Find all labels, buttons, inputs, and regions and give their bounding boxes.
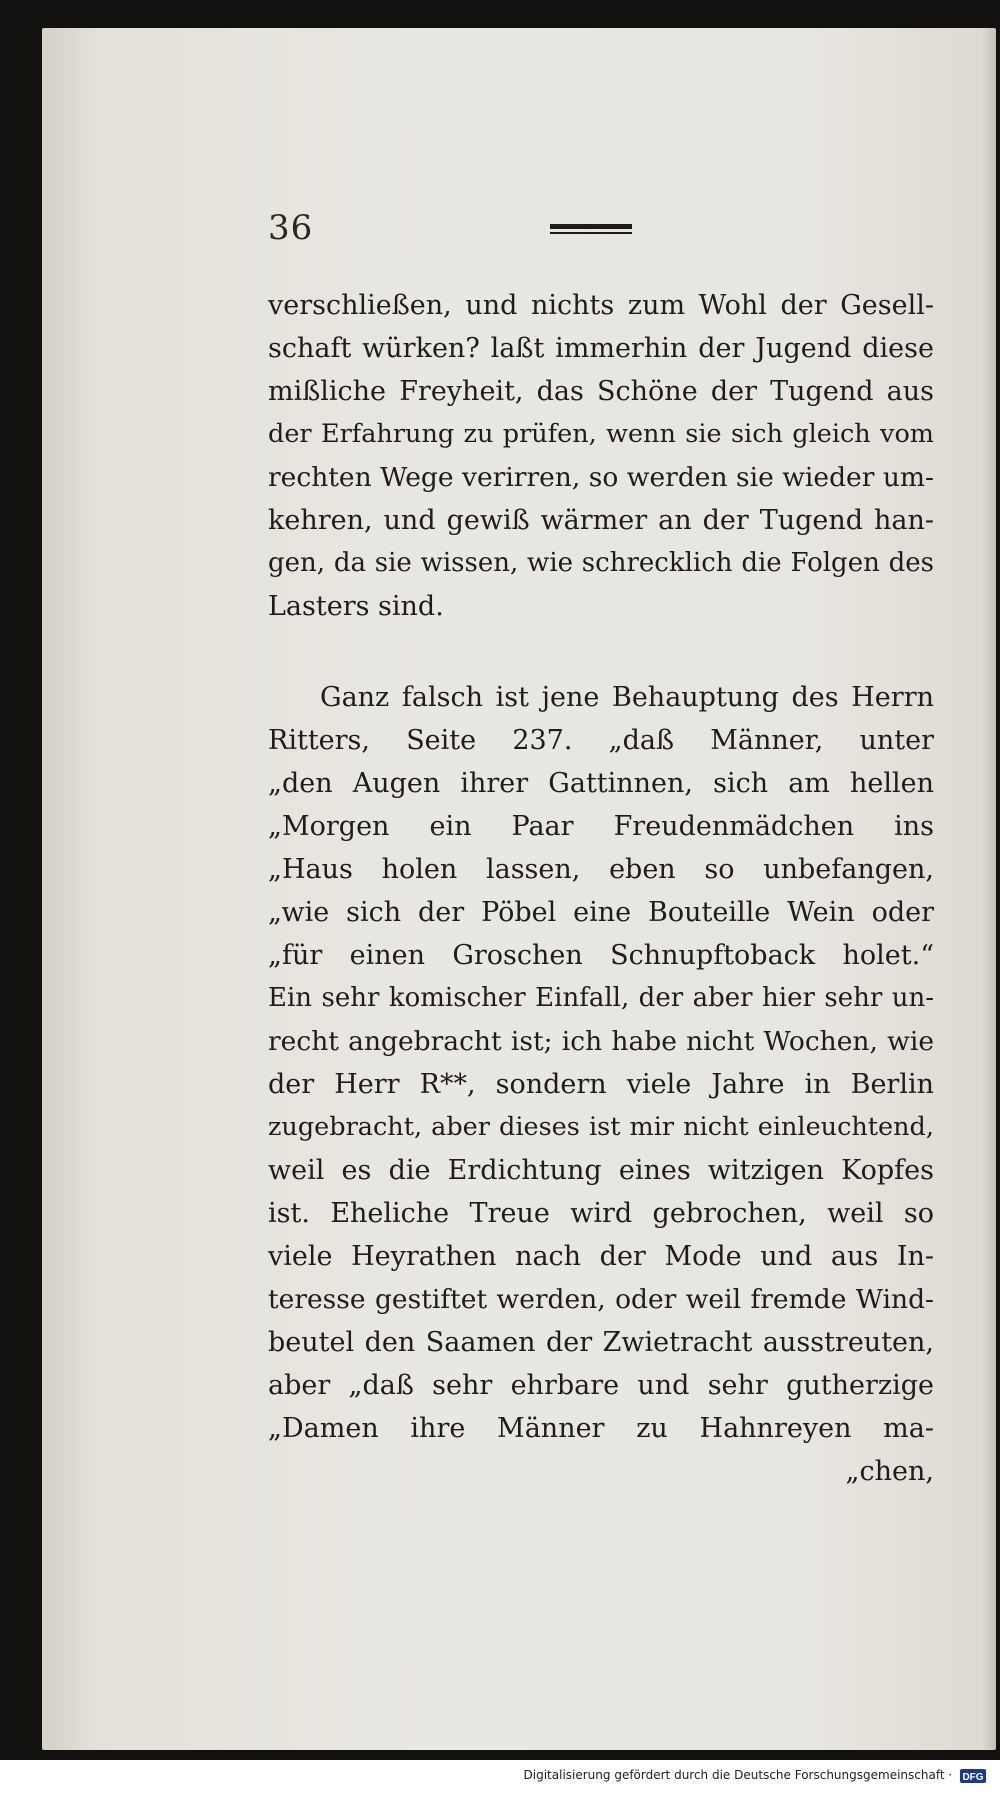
text-line: recht angebracht ist; ich habe nicht Wochen, wie (268, 1026, 934, 1057)
text-line: beutel den Saamen der Zwietracht ausstreuten, (268, 1327, 934, 1358)
text-line: ist. Eheliche Treue wird gebrochen, weil so (268, 1198, 934, 1229)
text-line: rechten Wege verirren, so werden sie wieder um- (268, 462, 934, 493)
text-line: „wie sich der Pöbel eine Bouteille Wein oder (268, 897, 934, 928)
credit-text: Digitalisierung gefördert durch die Deutsche Forschungsgemeinschaft · (523, 1768, 953, 1782)
dfg-logo (960, 1769, 986, 1783)
text-line: weil es die Erdichtung eines witzigen Kopfes (268, 1155, 934, 1186)
text-line: mißliche Freyheit, das Schöne der Tugend aus (268, 376, 934, 407)
text-line: der Herr R**, sondern viele Jahre in Berlin (268, 1069, 934, 1100)
text-line: aber „daß sehr ehrbare und sehr gutherzige (268, 1370, 934, 1401)
text-line: „für einen Groschen Schnupftoback holet.“ (268, 940, 934, 971)
text-line: Lasters sind. (268, 591, 444, 622)
text-line: Ritters, Seite 237. „daß Männer, unter (268, 725, 934, 756)
page-edge-shadow (982, 28, 996, 1750)
text-line: der Erfahrung zu prüfen, wenn sie sich gleich vom (268, 419, 934, 449)
text-line: zugebracht, aber dieses ist mir nicht einleuchtend, (268, 1112, 934, 1142)
text-line: Ganz falsch ist jene Behauptung des Herrn (320, 682, 934, 713)
text-line: „Damen ihre Männer zu Hahnreyen ma- (268, 1413, 934, 1444)
digitization-credit (524, 1768, 986, 1783)
paragraph-1 (268, 284, 934, 628)
svg-text:DFG: DFG (962, 1771, 984, 1783)
text-line: schaft würken? laßt immerhin der Jugend diese (268, 333, 934, 364)
text-line: gen, da sie wissen, wie schrecklich die Folgen des (268, 548, 934, 578)
text-line: „den Augen ihrer Gattinnen, sich am hellen (268, 768, 934, 799)
text-line: „Morgen ein Paar Freudenmädchen ins (268, 811, 934, 842)
text-line: teresse gestiftet werden, oder weil fremde Wind- (268, 1284, 934, 1315)
text-line: kehren, und gewiß wärmer an der Tugend han- (268, 505, 934, 536)
header-rule (550, 224, 632, 234)
text-line: „Haus holen lassen, eben so unbefangen, (268, 854, 934, 885)
text-line: viele Heyrathen nach der Mode und aus In- (268, 1241, 934, 1272)
page-number: 36 (268, 208, 314, 248)
page-header (268, 208, 668, 248)
text-line: verschließen, und nichts zum Wohl der Gesell- (268, 290, 934, 321)
catchword: „chen, (845, 1456, 934, 1487)
paragraph-2 (268, 676, 934, 1493)
text-line: Ein sehr komischer Einfall, der aber hier sehr un- (268, 983, 934, 1013)
